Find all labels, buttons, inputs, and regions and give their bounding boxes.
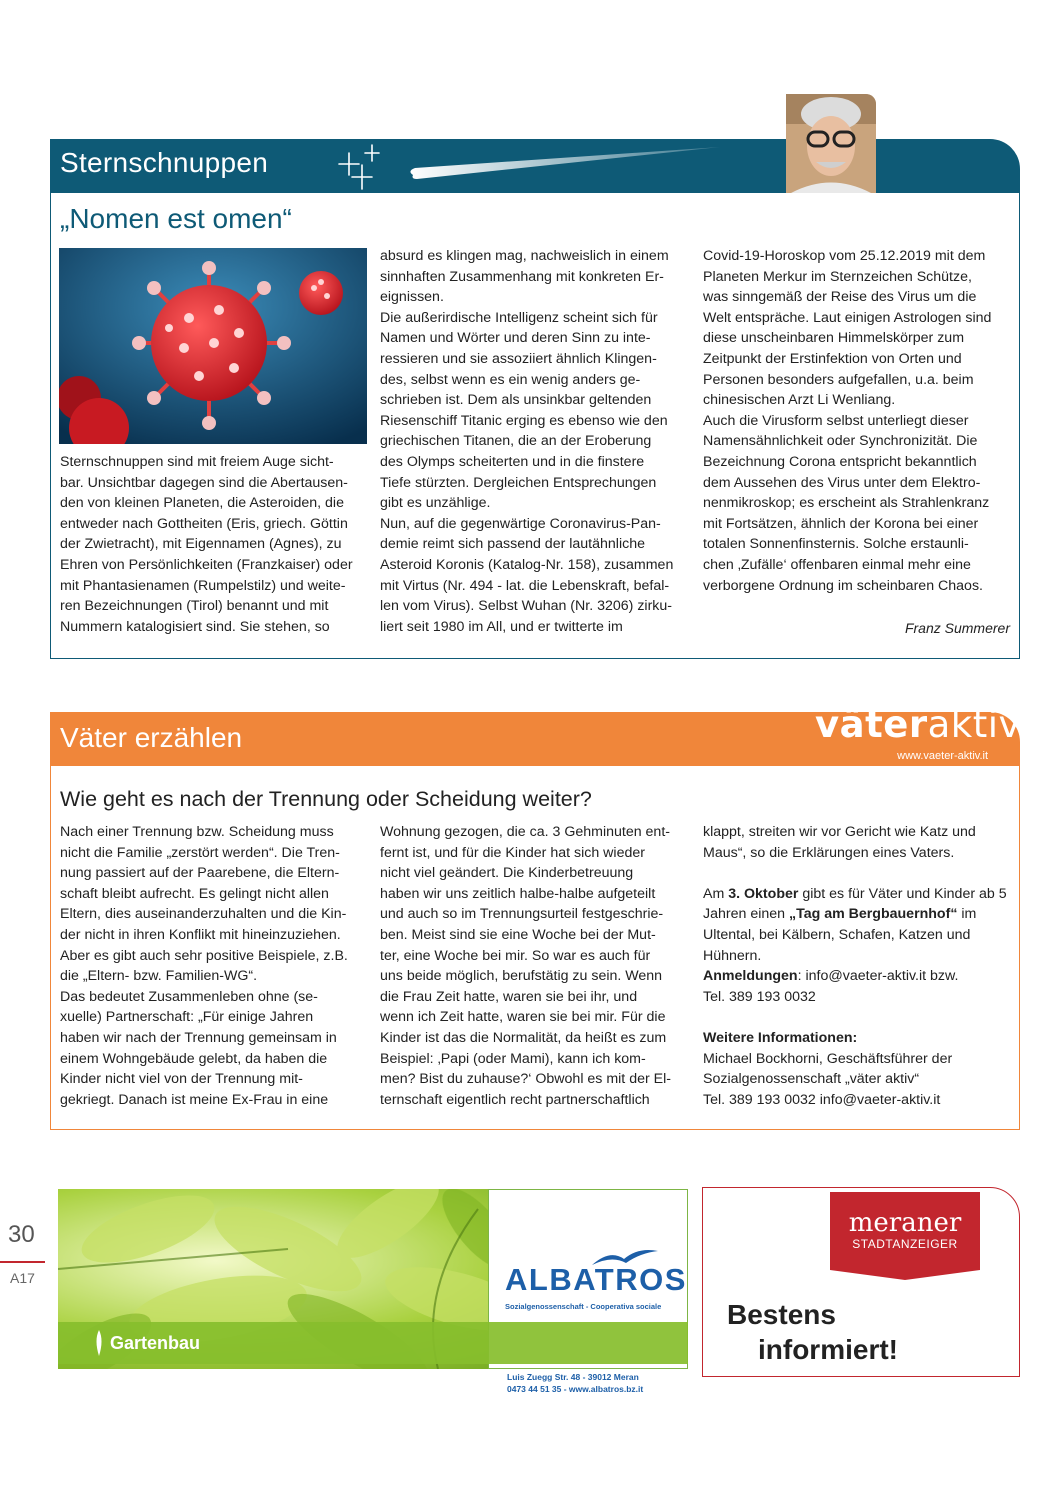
text-line: Bezeichnung Corona entspricht bekanntlich [703,453,977,470]
article-column-1 [60,452,367,637]
article-author: Franz Summerer [904,620,1010,636]
text-line: Kinder ist das die Normalität, da heißt es zum [380,1029,667,1046]
text-line: Asteroid Koronis (Katalog-Nr. 158), zusammen [380,556,674,573]
meraner-brand: meraner [848,1208,962,1238]
event-announcement [703,884,1010,966]
info-lines [703,1049,1010,1111]
event-post: im Ultental, bei Kälbern, Schafen, Katzen und Hühnern. [703,906,977,964]
text-line: liert seit 1980 im All, und er twitterte im [380,618,623,635]
text-line: dem Aussehen des Virus unter dem Elektro- [703,474,981,491]
text-line: Kinder nicht viel von der Trennung mit- [60,1071,303,1088]
text-line: Namen und Wörter und deren Sinn zu inte- [380,330,651,347]
text-line: einem Wohngebäude gelebt, da haben die [60,1050,328,1067]
info-heading [703,1028,1010,1049]
text-line: ternschaft eigentlich recht partnerschaftlich [380,1091,650,1108]
text-line: Welt entspräche. Laut einigen Astrologen sind [703,309,992,326]
text-line: diese unscheinbaren Himmelskörper zum [703,330,965,347]
text-line: sinnhaften Zusammenhang mit konkreten Er- [380,268,664,285]
text-line: der nicht in ihren Konflikt mit hineinzuziehen. [60,926,341,943]
logo-bold: väter [815,703,928,746]
albatros-contact: 0473 44 51 35 - www.albatros.bz.it [507,1384,644,1394]
text-line: Riesenschiff Titanic erging es ebenso wie den [380,412,668,429]
logo-light: aktiv [927,703,1021,746]
text-line: Sozialgenossenschaft „väter aktiv“ [703,1071,920,1088]
text-line: mit Phantasienamen (Rumpelstilz) und weite- [60,577,346,594]
text-line: totalen Sonnenfinsternis. Solche erstaunli- [703,536,969,553]
text-line: Maus“, so die Erklärungen eines Vaters. [703,844,955,861]
text-line: ren Bezeichnungen (Tirol) benannt und mit [60,598,329,615]
text-line: Nun, auf die gegenwärtige Coronavirus-Pan- [380,515,661,532]
text-line: men? Bist du zuhause?‘ Obwohl es mit der El- [380,1071,671,1088]
text-line: Sternschnuppen sind mit freiem Auge sicht- [60,454,334,470]
spacer [703,1007,1010,1028]
coronavirus-image [59,248,367,444]
text-line: mit Virtus (Nr. 494 - lat. die Lebenskraft, befal- [380,577,670,594]
text-line: ressieren und sie assoziiert ähnlich Klingen- [380,350,657,367]
text-line: absurd es klingen mag, nachweislich in einem [380,248,669,264]
info-label: Weitere Informationen: [703,1029,858,1046]
article-text [703,822,1010,863]
text-line: haben wir nach der Trennung gemeinsam in [60,1029,337,1046]
text-line: xuelle) Partnerschaft: „Für einige Jahren [60,1009,314,1026]
meraner-brand-sub: STADTANZEIGER [852,1237,958,1251]
text-line: Ehren von Persönlichkeiten (Franzkaiser) oder [60,556,353,573]
text-line: Nach einer Trennung bzw. Scheidung muss [60,824,334,840]
event-date: 3. Oktober [728,885,799,902]
text-line: die Frau Zeit hatte, waren sie bei ihr, und [380,988,638,1005]
article-column-3 [703,822,1010,1110]
text-line: schaft bleibt aufrecht. Es gelingt nicht allen [60,885,329,902]
albatros-name: ALBATROS [505,1262,687,1297]
text-line: gekriegt. Danach ist meine Ex-Frau in eine [60,1091,329,1108]
event-name: „Tag am Bergbauernhof“ [788,906,958,923]
text-line: klappt, streiten wir vor Gericht wie Katz und [703,824,976,840]
text-line: des, selbst wenn es ein wenig anders ge- [380,371,641,388]
registration-text: : info@vaeter-aktiv.it bzw. [797,968,959,985]
text-line: gibt es unzählige. [380,495,491,512]
meraner-slogan-line-2: informiert! [758,1334,898,1365]
text-line: Planeten Merkur im Sternzeichen Schütze, [703,268,972,285]
text-line: verborgene Ordnung im scheinbaren Chaos. [703,577,983,594]
text-line: wenn ich Zeit hatte, waren sie bei mir. Für die [380,1009,666,1026]
text-line: und auch so im Trennungsurteil festgeschrie- [380,906,664,923]
article-column-2 [380,822,687,1110]
text-line: len vom Virus). Selbst Wuhan (Nr. 3206) zirku- [380,598,673,615]
text-line: der Zwietracht), mit Eigennamen (Agnes), zu [60,536,342,553]
page-number-rule [0,1261,45,1263]
section-title: Väter erzählen [60,722,243,753]
text-line: die „Eltern- bzw. Familien-WG“. [60,968,258,985]
text-line: Covid-19-Horoskop vom 25.12.2019 mit dem [703,248,986,264]
text-line: Aber es gibt auch sehr positive Beispiele, z.B. [60,947,348,964]
text-line: Wohnung gezogen, die ca. 3 Gehminuten ent- [380,824,670,840]
text-line: den von kleinen Planeten, die Asteroiden, die [60,495,344,512]
text-line: Tiefe stürzten. Dergleichen Entsprechungen [380,474,657,491]
text-line: fernt ist, und für die Kinder hat sich wieder [380,844,645,861]
article-column-3 [703,246,1010,596]
albatros-subtitle: Sozialgenossenschaft - Cooperativa sociale [505,1302,662,1311]
page-number: 30 [8,1221,35,1248]
leaf-icon [94,1330,104,1356]
text-line: eignissen. [380,289,444,306]
meraner-slogan-line-1: Bestens [727,1299,836,1330]
text-line: ben. Meist sind sie eine Woche bei der Mut- [380,926,656,943]
text-line: nicht die Familie „zerstört werden“. Die Tren- [60,844,340,861]
text-line: Eltern, dies auseinanderzuhalten und die Kin- [60,906,347,923]
registration [703,966,1010,987]
article-column-1 [60,822,367,1110]
event-mid: gibt es für Väter und Kinder ab 5 Jahren einen [703,885,1007,923]
text-line: nenmikroskop; es erscheint als Strahlenkranz [703,495,990,512]
text-line: uns beide möglich, berufstätig zu sein. Wenn [380,968,663,985]
sparkle-icon [335,143,385,191]
text-line: Nummern katalogisiert sind. Sie stehen, so [60,618,330,635]
text-line: Michael Bockhorni, Geschäftsführer der [703,1050,953,1067]
page-code: A17 [10,1270,35,1286]
article-headline: „Nomen est omen“ [60,203,292,234]
article-column-2 [380,246,687,637]
spacer [703,863,1010,884]
text-line: Namensähnlichkeit oder Synchronizität. Die [703,433,978,450]
text-line: entweder nach Gottheiten (Eris, griech. Göttin [60,515,348,532]
albatros-address: Luis Zuegg Str. 48 - 39012 Meran [507,1372,639,1382]
text-line: Das bedeutet Zusammenleben ohne (se- [60,988,318,1005]
text-line: bar. Unsichtbar dagegen sind die Abertausen- [60,474,348,491]
text-line: Tel. 389 193 0032 info@vaeter-aktiv.it [703,1091,941,1108]
text-line: ter, eine Woche bei mir. So war es auch für [380,947,651,964]
text-line: Beispiel: ‚Papi (oder Mami), kann ich kom- [380,1050,646,1067]
text-line: griechischen Titanen, die an der Eroberung [380,433,652,450]
text-line: chen ‚Zufälle‘ offenbaren einmal mehr eine [703,556,971,573]
text-line: Die außerirdische Intelligenz scheint sich für [380,309,658,326]
text-line: des Olymps scheiterten und in die finstere [380,453,645,470]
text-line: chinesischen Arzt Li Wenliang. [703,392,896,409]
logo-url[interactable]: www.vaeter-aktiv.it [897,750,988,762]
text-line: was sinngemäß der Reise des Virus um die [703,289,977,306]
text-line: demie reimt sich passend der lautähnliche [380,536,645,553]
text-line: Auch die Virusform selbst unterliegt dieser [703,412,969,429]
text-line: Personen besonders aufgefallen, u.a. beim [703,371,974,388]
service-label: Gartenbau [110,1333,201,1353]
text-line: schrieben ist. Dem als unsinkbar geltenden [380,392,652,409]
text-line: Zeitpunkt der Erstinfektion von Orten und [703,350,962,367]
text-line: haben wir uns zeitlich halbe-halbe aufgeteilt [380,885,656,902]
text-line: mit Fortsätzen, ähnlich der Korona bei einer [703,515,979,532]
vaeteraktiv-logo [815,703,1021,746]
section-title: Sternschnuppen [60,147,269,178]
text-line: nung passiert auf der Paarebene, die Eltern- [60,865,340,882]
event-pre: Am [703,885,729,902]
author-photo [786,94,876,193]
registration-phone: Tel. 389 193 0032 [703,988,816,1005]
registration-label: Anmeldungen [703,968,798,985]
article-headline: Wie geht es nach der Trennung oder Scheidung weiter? [60,787,592,811]
shooting-star-streak [405,143,725,183]
text-line: nicht viel geändert. Die Kinderbetreuung [380,865,634,882]
